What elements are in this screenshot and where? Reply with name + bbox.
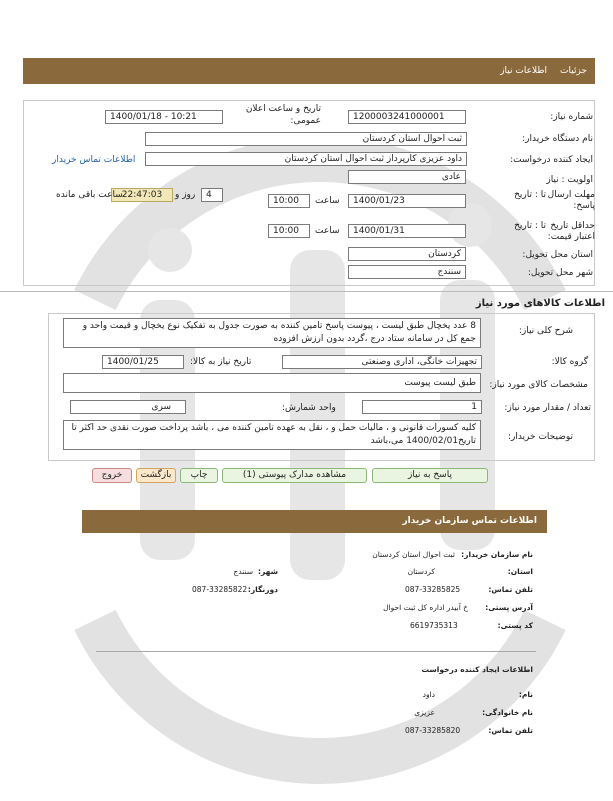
announce-field: 1400/01/18 - 10:21 (105, 110, 223, 124)
address-value: خ آبیدر اداره کل ثبت احوال (383, 603, 468, 612)
delivery-city-label: شهر محل تحویل: (527, 268, 593, 278)
postal-label: کد پستی: (497, 621, 533, 630)
delivery-province-field: کردستان (348, 247, 466, 261)
validity-date-field: 1400/01/31 (348, 224, 466, 238)
deadline-to-date-label: تا : تاریخ (514, 190, 546, 200)
province-value: کردستان (407, 567, 435, 576)
contact-bar (82, 510, 547, 533)
city-value: سنندج (233, 567, 253, 576)
phone-value: 087-33285825 (405, 585, 461, 594)
last-name-value: عزیزی (414, 708, 435, 717)
breadcrumb-details[interactable]: جزئیات (560, 66, 587, 76)
summary-field (63, 318, 481, 348)
spec-field: طبق لیست پیوست (63, 373, 481, 393)
section-divider (0, 291, 613, 292)
validity-label: حداقل تاریخ اعتبار قیمت: (547, 221, 595, 242)
deadline-time-field: 10:00 (268, 194, 310, 208)
buyer-org-field: ثبت احوال استان کردستان (145, 132, 467, 146)
qty-label: تعداد / مقدار مورد نیاز: (504, 403, 591, 413)
city-label: شهر: (258, 567, 278, 576)
org-name-label: نام سازمان خریدار: (461, 550, 533, 559)
province-label: استان: (507, 567, 533, 576)
remaining-time-badge: 22:47:03 (111, 188, 173, 202)
qty-field: 1 (362, 400, 482, 414)
deadline-date-field: 1400/01/23 (348, 194, 466, 208)
validity-to-date-label: تا : تاریخ (514, 221, 546, 231)
validity-time-field: 10:00 (268, 224, 310, 238)
need-date-label: تاریخ نیاز به کالا: (190, 357, 252, 367)
requester-label: ایجاد کننده درخواست: (510, 155, 593, 165)
contact-divider (96, 651, 536, 652)
buyer-org-label: نام دستگاه خریدار: (522, 134, 593, 144)
deadline-label: مهلت ارسال پاسخ: (547, 190, 595, 211)
summary-text: 8 عدد یخچال طبق لیست ، پیوست پاسخ تامین کننده به صورت جدول به تفکیک نوع یخچال و قیمت واحد و جمع کل در سامانه ستاد درج ،گردد بدون ارزش افزوده (82, 321, 476, 344)
reply-button[interactable]: پاسخ به نیاز (372, 468, 488, 483)
address-label: آدرس پستی: (485, 603, 533, 612)
group-field: تجهیزات خانگی، اداری وصنعتی (282, 355, 482, 369)
need-number-label: شماره نیاز: (550, 112, 593, 122)
postal-value: 6619735313 (410, 621, 458, 630)
delivery-city-field: سنندج (348, 265, 466, 279)
fax-value: 087-33285822 (192, 585, 248, 594)
goods-section-title: اطلاعات کالاهای مورد نیاز (475, 298, 605, 309)
req-phone-value: 087-33285820 (405, 726, 461, 735)
phone-label: تلفن تماس: (488, 585, 533, 594)
buyer-notes-text: کلیه کسورات قانونی و ، مالیات حمل و ، نقل به عهده تامین کننده می ، باشد پرداخت صورت نقدی حد اکثر تا تاریخ1400/02/01 می،باشد (71, 423, 476, 446)
org-name-value: ثبت احوال استان کردستان (372, 550, 455, 559)
req-phone-label: تلفن تماس: (488, 726, 533, 735)
breadcrumb-need-info[interactable]: اطلاعات نیاز (500, 66, 547, 76)
first-name-value: داود (422, 690, 435, 699)
fax-label: دورنگار: (247, 585, 278, 594)
delivery-province-label: استان محل تحویل: (522, 250, 593, 260)
validity-time-label: ساعت (315, 226, 340, 236)
priority-label: اولویت : نیاز (546, 175, 593, 185)
remaining-days-field: 4 (201, 188, 223, 202)
need-number-field: 1200003241000001 (348, 110, 466, 124)
print-button[interactable]: چاپ (180, 468, 218, 483)
remaining-days-label: روز و (175, 190, 196, 200)
header-bar (23, 58, 595, 84)
requester-field: داود عزیزی کارپرداز ثبت احوال استان کردستان (145, 152, 467, 166)
group-label: گروه کالا: (551, 357, 588, 367)
contact-info-link[interactable]: اطلاعات تماس خریدار (52, 155, 136, 165)
priority-field: عادی (348, 170, 466, 184)
first-name-label: نام: (518, 690, 533, 699)
requester-info-title: اطلاعات ایجاد کننده درخواست (421, 665, 533, 674)
last-name-label: نام خانوادگی: (482, 708, 533, 717)
exit-button[interactable]: خروج (92, 468, 132, 483)
need-date-field: 1400/01/25 (102, 355, 184, 369)
back-button[interactable]: بازگشت (136, 468, 176, 483)
buyer-notes-label: توضیحات خریدار: (507, 432, 573, 442)
view-attachments-button[interactable]: مشاهده مدارک پیوستی (1) (222, 468, 367, 483)
buyer-notes-field (63, 420, 481, 450)
summary-label: شرح کلی نیاز: (518, 326, 573, 336)
contact-bar-title: اطلاعات تماس سازمان خریدار (402, 516, 537, 526)
deadline-time-label: ساعت (315, 196, 340, 206)
unit-field: سری (70, 400, 186, 414)
unit-label: واحد شمارش: (282, 403, 336, 413)
remaining-suffix: ساعت باقی مانده (56, 190, 123, 200)
announce-label: تاریخ و ساعت اعلان عمومی: (245, 104, 321, 126)
spec-label: مشخصات کالای مورد نیاز: (489, 380, 588, 390)
